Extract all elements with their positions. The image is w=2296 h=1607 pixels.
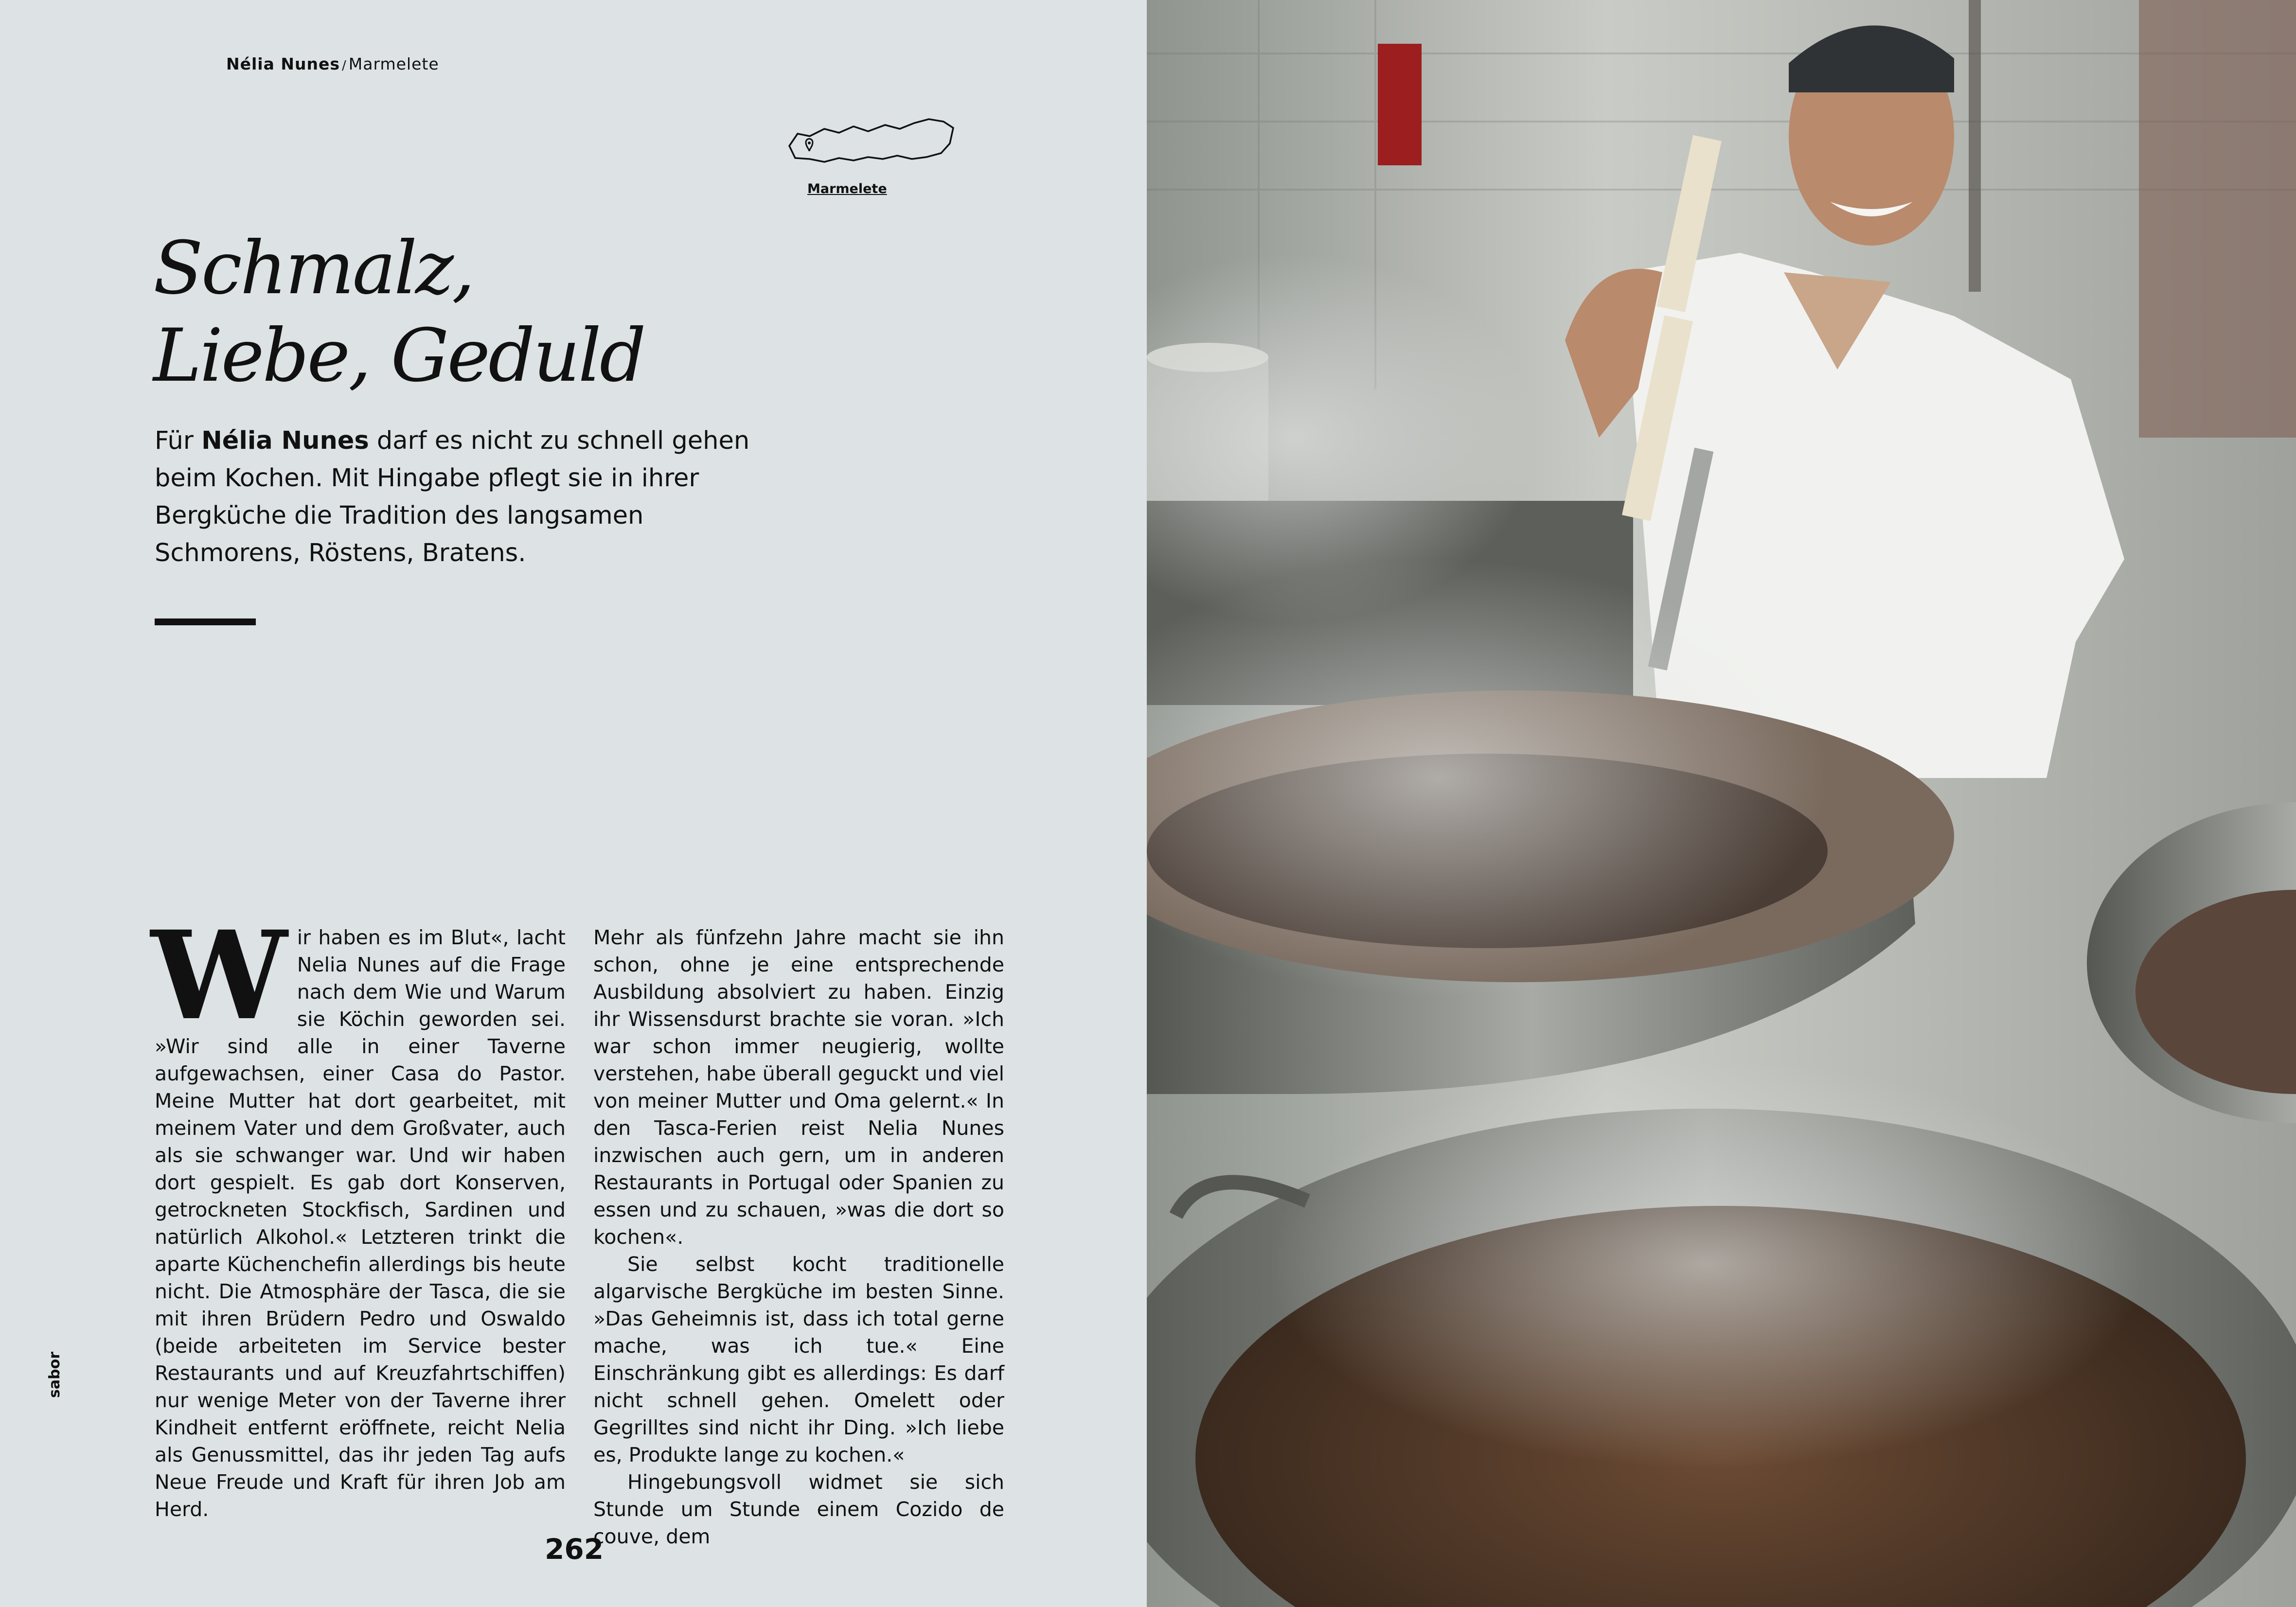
- running-head-separator: /: [342, 58, 347, 73]
- running-head: [226, 54, 439, 73]
- kitchen-photo: [1147, 0, 2296, 1607]
- page-number: 262: [545, 1533, 604, 1566]
- running-head-location: Marmelete: [348, 54, 439, 73]
- body-column-1: [151, 904, 566, 1523]
- headline: [153, 225, 644, 400]
- body-text: ir haben es im Blut«, lacht Nelia Nunes auf die Frage nach dem Wie und Warum sie Köchin geworden sei. »Wir sind alle in einer Taverne aufgewachsen, einer Casa do Pastor. Meine Mutter hat dort gearbeitet, mit meinem Vater und dem Großvater, auch als sie schwanger war. Und wir haben dort gespielt. Es gab dort Konserven, getrockneten Stockfisch, Sardinen und natürlich Alkohol.« Letzteren trinkt die aparte Küchenchefin allerdings bis heute nicht. Die Atmosphäre der Tasca, die sie mit ihren Brüdern Pedro und Oswaldo (beide arbeiteten im Service bester Restaurants und auf Kreuzfahrtschiffen) nur wenige Meter von der Taverne ihrer Kindheit entfernt eröffnete, reicht Nelia als Genussmittel, das ihr jeden Tag aufs Neue Freude und Kraft für ihren Job am Herd.: [155, 926, 566, 1521]
- divider-rule: [155, 618, 256, 625]
- headline-line-2: Liebe, Geduld: [153, 314, 644, 398]
- right-page: [1147, 0, 2296, 1607]
- body-paragraph: [151, 904, 566, 1523]
- map-label: Marmelete: [807, 181, 887, 196]
- location-pin-icon: [806, 139, 813, 152]
- body-paragraph: Hingebungsvoll widmet sie sich Stunde um Stunde einem Cozido de couve, dem: [593, 1470, 1004, 1548]
- drop-cap: W: [151, 904, 287, 1047]
- lead-rest: darf es nicht zu schnell gehen beim Kochen. Mit Hingabe pflegt sie in ihrer Bergküche die Tradition des langsamen Schmorens, Röstens, Bratens.: [155, 426, 750, 567]
- body-paragraph: Mehr als fünfzehn Jahre macht sie ihn schon, ohne je eine entsprechende Ausbildung absolviert zu haben. Einzig ihr Wissensdurst brachte sie voran. »Ich war schon immer neugierig, wollte verstehen, habe überall geguckt und viel von meiner Mutter und Oma gelernt.« In den Tasca-Ferien reist Nelia Nunes inzwischen auch gern, um in anderen Restaurants in Portugal oder Spanien zu essen und zu schauen, »was die dort so kochen«.: [593, 926, 1004, 1249]
- running-head-author: Nélia Nunes: [226, 54, 340, 73]
- lead-name: Nélia Nunes: [201, 426, 369, 455]
- section-tag: sabor: [46, 1352, 63, 1398]
- lead-prefix: Für: [155, 426, 202, 455]
- body-column-2: [593, 924, 1004, 1550]
- lead-paragraph: [155, 422, 787, 572]
- body-paragraph: Sie selbst kocht traditionelle algarvische Bergküche im besten Sinne. »Das Geheimnis ist, dass ich total gerne mache, was ich tue.« Eine Einschränkung gibt es allerdings: Es darf nicht schnell gehen. Omelett oder Gegrilltes sind nicht ihr Ding. »Ich liebe es, Produkte lange zu kochen.«: [593, 1253, 1004, 1466]
- headline-line-1: Schmalz,: [153, 226, 473, 311]
- left-page: [0, 0, 1147, 1607]
